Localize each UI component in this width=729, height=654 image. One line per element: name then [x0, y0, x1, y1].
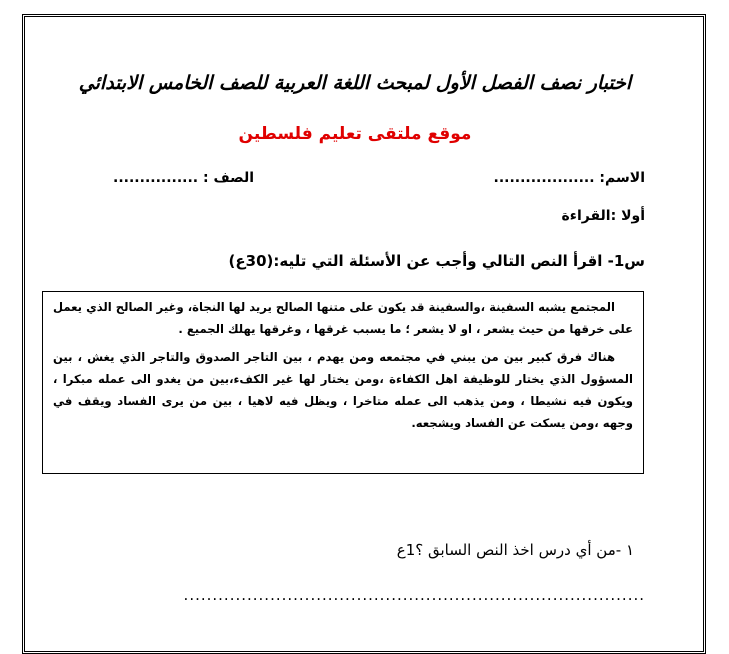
reading-passage — [42, 291, 644, 474]
question-instruction: س1- اقرأ النص التالي وأجب عن الأسئلة التي تليه:(30ع) — [228, 252, 645, 270]
class-field: الصف : ................ — [113, 170, 254, 186]
exam-title: اختبار نصف الفصل الأول لمبحث اللغة العربية للصف الخامس الابتدائي — [78, 72, 632, 94]
student-name-field: الاسم: ................... — [493, 170, 645, 186]
passage-paragraph-2: هناك فرق كبير بين من يبني في مجتمعه ومن يهدم ، بين التاجر الصدوق والتاجر الذي يغش ، بين المسؤول الذي يختار للوظيفة اهل الكفاءة ،ومن يختار لها غير الكفء،بين من يغدو الى عمله مبكرا ، ويكون فيه نشيطا ، ومن يذهب الى عمله متاخرا ، ويظل فيه لاهيا ، بين من يرى الفساد ويقف في وجهه ،ومن يسكت عن الفساد ويشجعه. — [53, 350, 633, 430]
section-heading: أولا :القراءة — [561, 208, 645, 224]
site-name: موقع ملتقى تعليم فلسطين — [238, 124, 472, 144]
answer-line: ................................................................................ — [183, 586, 645, 604]
question-1: ١ -من أي درس اخذ النص السابق ؟1ع — [396, 541, 634, 559]
passage-paragraph-1: المجتمع يشبه السفينة ،والسفينة قد يكون على متنها الصالح يريد لها النجاة، وغير الصالح الذي يعمل على خرقها من حيث يشعر ، او لا يشعر ؛ ما يسبب غرقها ، وغرقها يهلك الجميع . — [53, 300, 633, 336]
